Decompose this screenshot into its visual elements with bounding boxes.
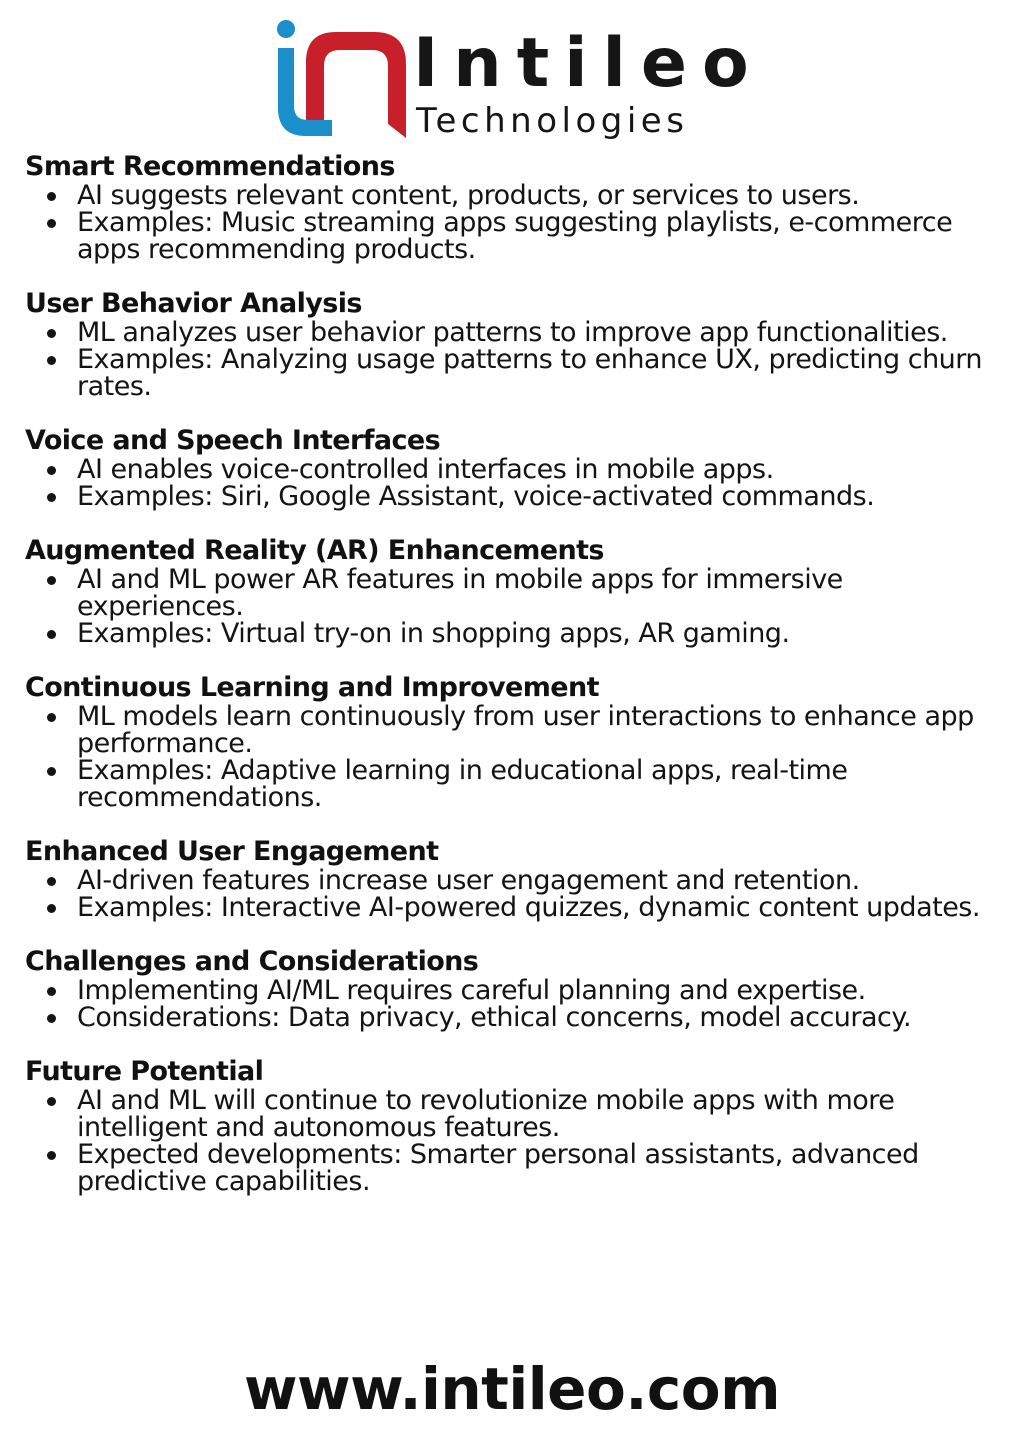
section-smart-recommendations bbox=[25, 153, 1010, 263]
brand-subtitle: Technologies bbox=[416, 101, 689, 141]
bullet-item: Examples: Music streaming apps suggesting playlists, e-commerce apps recommending products. bbox=[25, 209, 1010, 263]
section-title: Smart Recommendations bbox=[25, 151, 395, 182]
section-future-potential bbox=[25, 1058, 1010, 1195]
bullet-item: Considerations: Data privacy, ethical concerns, model accuracy. bbox=[25, 1004, 1010, 1031]
bullet-item: AI and ML power AR features in mobile apps for immersive experiences. bbox=[25, 566, 1010, 620]
section-title: Enhanced User Engagement bbox=[25, 836, 439, 867]
bullet-list bbox=[25, 182, 1010, 263]
section-title: Challenges and Considerations bbox=[25, 946, 479, 977]
brand-name: Intileo bbox=[413, 24, 764, 103]
bullet-list bbox=[25, 703, 1010, 811]
bullet-list bbox=[25, 867, 1010, 921]
section-user-behavior-analysis bbox=[25, 290, 1010, 400]
section-continuous-learning bbox=[25, 674, 1010, 811]
bullet-item: Examples: Virtual try-on in shopping apps, AR gaming. bbox=[25, 620, 1010, 647]
bullet-list bbox=[25, 566, 1010, 647]
intileo-logo-icon bbox=[270, 16, 410, 141]
section-title: Continuous Learning and Improvement bbox=[25, 672, 599, 703]
bullet-item: AI-driven features increase user engagement and retention. bbox=[25, 867, 1010, 894]
section-title: User Behavior Analysis bbox=[25, 288, 362, 319]
section-voice-speech-interfaces bbox=[25, 427, 1010, 510]
section-title: Augmented Reality (AR) Enhancements bbox=[25, 535, 604, 566]
bullet-item: ML models learn continuously from user interactions to enhance app performance. bbox=[25, 703, 1010, 757]
section-challenges-considerations bbox=[25, 948, 1010, 1031]
bullet-item: AI suggests relevant content, products, or services to users. bbox=[25, 182, 1010, 209]
bullet-item: AI and ML will continue to revolutionize mobile apps with more intelligent and autonomous features. bbox=[25, 1087, 1010, 1141]
bullet-list bbox=[25, 1087, 1010, 1195]
bullet-item: Examples: Adaptive learning in educational apps, real-time recommendations. bbox=[25, 757, 1010, 811]
section-title: Voice and Speech Interfaces bbox=[25, 425, 441, 456]
section-title: Future Potential bbox=[25, 1056, 264, 1087]
bullet-list bbox=[25, 977, 1010, 1031]
bullet-item: AI enables voice-controlled interfaces in mobile apps. bbox=[25, 456, 1010, 483]
section-enhanced-user-engagement bbox=[25, 838, 1010, 921]
content-body bbox=[25, 153, 1010, 1222]
bullet-item: Examples: Siri, Google Assistant, voice-activated commands. bbox=[25, 483, 1010, 510]
bullet-item: ML analyzes user behavior patterns to improve app functionalities. bbox=[25, 319, 1010, 346]
bullet-item: Examples: Analyzing usage patterns to enhance UX, predicting churn rates. bbox=[25, 346, 1010, 400]
bullet-list bbox=[25, 456, 1010, 510]
bullet-item: Implementing AI/ML requires careful planning and expertise. bbox=[25, 977, 1010, 1004]
section-augmented-reality bbox=[25, 537, 1010, 647]
website-url[interactable]: www.intileo.com bbox=[243, 1355, 781, 1423]
bullet-item: Examples: Interactive AI-powered quizzes, dynamic content updates. bbox=[25, 894, 1010, 921]
brand-logo bbox=[270, 16, 764, 146]
bullet-item: Expected developments: Smarter personal assistants, advanced predictive capabilities. bbox=[25, 1141, 1010, 1195]
bullet-list bbox=[25, 319, 1010, 400]
